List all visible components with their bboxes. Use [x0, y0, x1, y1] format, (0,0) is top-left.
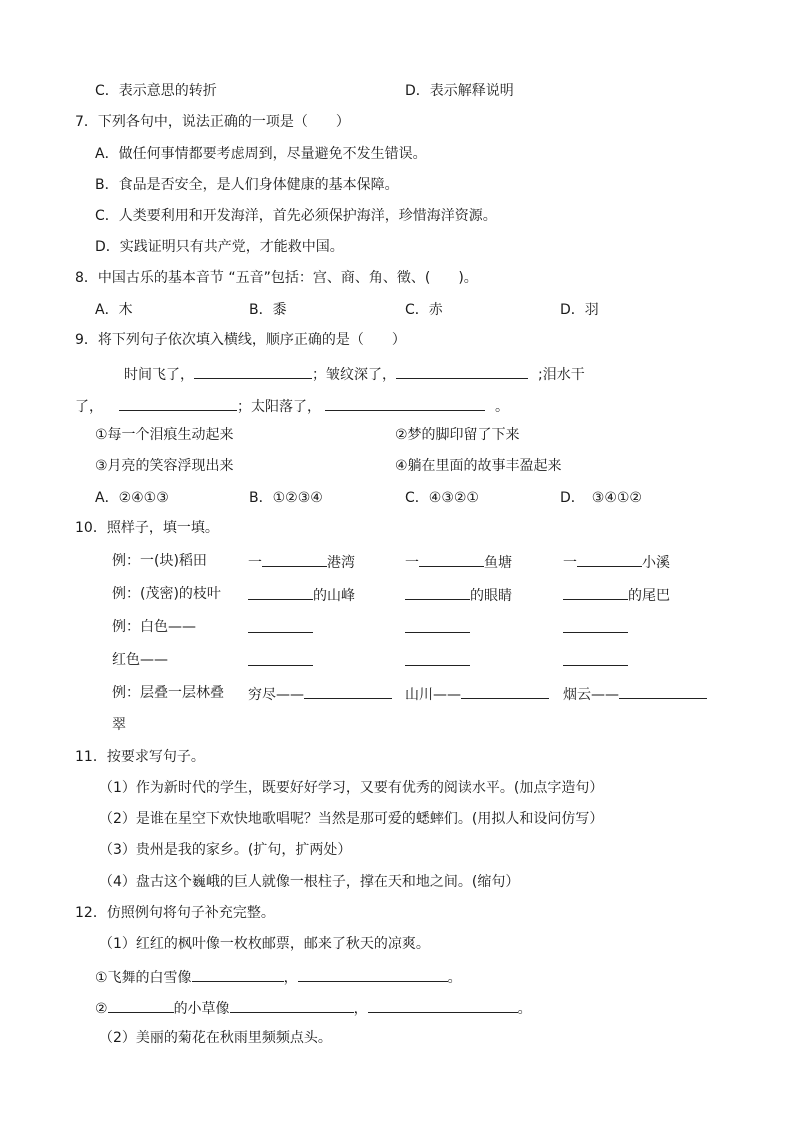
answer-blank[interactable]: [262, 551, 327, 567]
answer-blank[interactable]: [192, 966, 284, 982]
q6-option-c: C．表示意思的转折: [95, 83, 217, 99]
answer-blank[interactable]: [619, 683, 707, 699]
q11-part-4: （4）盘古这个巍峨的巨人就像一根柱子，撑在天和地之间。(缩句）: [99, 874, 520, 890]
q10-stem: 10．照样子，填一填。: [75, 520, 219, 536]
q10-example-5: 例：层叠一层林叠: [112, 685, 224, 701]
q9-option-a: A．②④①③: [95, 490, 169, 506]
q12-part-2: （2）美丽的菊花在秋雨里频频点头。: [99, 1030, 332, 1046]
q12-fragment: ①飞舞的白雪像: [95, 970, 192, 986]
answer-blank[interactable]: [405, 584, 470, 600]
q12-fragment: ，: [283, 970, 298, 986]
q10-example-1: 例：一(块)稻田: [112, 553, 207, 569]
q11-part-2: （2）是谁在星空下欢快地歌唱呢？当然是那可爱的蟋蟀们。(用拟人和设问仿写）: [99, 811, 604, 827]
q10-suffix: 小溪: [642, 555, 670, 571]
answer-blank[interactable]: [108, 997, 174, 1013]
q9-option-b: B．①②③④: [249, 490, 323, 506]
q7-option-b: B．食品是否安全，是人们身体健康的基本保障。: [95, 177, 399, 193]
answer-blank[interactable]: [419, 551, 484, 567]
q10-suffix: 的眼睛: [470, 588, 512, 604]
q10-item: [563, 551, 670, 573]
q8-option-d: D．羽: [560, 302, 599, 318]
q10-item: [405, 617, 470, 639]
q11-part-3: （3）贵州是我的家乡。(扩句，扩两处）: [99, 842, 352, 858]
q12-stem: 12．仿照例句将句子补充完整。: [75, 905, 275, 921]
q10-item: [563, 683, 707, 705]
answer-blank[interactable]: [248, 617, 313, 633]
answer-blank[interactable]: [563, 650, 628, 666]
q7-option-d: D．实践证明只有共产党，才能救中国。: [95, 239, 344, 255]
q10-prefix: 一: [248, 555, 262, 571]
q12-part-1: （1）红红的枫叶像一枚枚邮票，邮来了秋天的凉爽。: [99, 936, 430, 952]
q7-option-a: A．做任何事情都要考虑周到，尽量避免不发生错误。: [95, 146, 427, 162]
q11-part-1: （1）作为新时代的学生，既要好好学习，又要有优秀的阅读水平。(加点字造句）: [99, 780, 604, 796]
q10-item: [405, 683, 549, 705]
answer-blank[interactable]: [325, 395, 485, 411]
q9-choice-1: ①每一个泪痕生动起来: [95, 427, 234, 443]
q9-fragment: 。: [495, 399, 509, 415]
q12-fragment: 。: [447, 970, 462, 986]
q12-fragment: 。: [517, 1001, 532, 1017]
q10-item: [563, 617, 628, 639]
answer-blank[interactable]: [563, 584, 628, 600]
q10-prefix: 一: [405, 555, 419, 571]
answer-blank[interactable]: [461, 683, 549, 699]
q10-suffix: 鱼塘: [484, 555, 512, 571]
q10-suffix: 的山峰: [313, 588, 355, 604]
answer-blank[interactable]: [577, 551, 642, 567]
answer-blank[interactable]: [304, 683, 392, 699]
q7-stem: 7．下列各句中，说法正确的一项是（ ）: [75, 114, 350, 130]
answer-blank[interactable]: [368, 997, 518, 1013]
q7-option-c: C．人类要利用和开发海洋，首先必须保护海洋，珍惜海洋资源。: [95, 208, 497, 224]
q9-choice-4: ④躺在里面的故事丰盈起来: [395, 458, 562, 474]
q9-fragment: 了，: [75, 399, 103, 415]
answer-blank[interactable]: [563, 617, 628, 633]
q12-fragment: ，: [353, 1001, 368, 1017]
q10-item: [563, 650, 628, 672]
q9-fragment: ；太阳落了，: [237, 399, 321, 415]
answer-blank[interactable]: [248, 584, 313, 600]
q10-example-4: 红色——: [112, 652, 168, 668]
q10-suffix: 的尾巴: [628, 588, 670, 604]
q10-example-3: 例：白色——: [112, 619, 196, 635]
answer-blank[interactable]: [230, 997, 354, 1013]
q8-option-b: B．黍: [249, 302, 287, 318]
answer-blank[interactable]: [396, 363, 528, 379]
q8-option-a: A．木: [95, 302, 133, 318]
q9-fragment: 时间飞了，: [124, 367, 194, 383]
q10-item: [248, 683, 392, 705]
q12-fragment: ②: [95, 1001, 108, 1017]
q9-sentence-line1: [124, 363, 585, 385]
q10-item: [248, 584, 355, 606]
q12-fragment: 的小草像: [173, 1001, 230, 1017]
q6-option-d: D．表示解释说明: [405, 83, 514, 99]
q9-choice-2: ②梦的脚印留了下来: [395, 427, 520, 443]
q12-fill-a: [95, 966, 462, 988]
q10-prefix: 穷尽——: [248, 687, 304, 703]
q10-item: [563, 584, 670, 606]
q10-prefix: 山川——: [405, 687, 461, 703]
answer-blank[interactable]: [405, 617, 470, 633]
q10-example-5-wrap: 翠: [112, 717, 126, 733]
answer-blank[interactable]: [405, 650, 470, 666]
q10-example-2: 例：(茂密)的枝叶: [112, 586, 221, 602]
q10-item: [405, 551, 512, 573]
q8-stem: 8．中国古乐的基本音节 “五音”包括：宫、商、角、徵、( )。: [75, 270, 478, 286]
q9-choice-3: ③月亮的笑容浮现出来: [95, 458, 234, 474]
q10-prefix: 一: [563, 555, 577, 571]
q10-item: [248, 650, 313, 672]
q9-fragment: ；皱纹深了，: [312, 367, 396, 383]
answer-blank[interactable]: [298, 966, 448, 982]
answer-blank[interactable]: [194, 363, 312, 379]
answer-blank[interactable]: [119, 395, 237, 411]
q9-option-c: C．④③②①: [405, 490, 479, 506]
q11-stem: 11．按要求写句子。: [75, 749, 205, 765]
answer-blank[interactable]: [248, 650, 313, 666]
q10-prefix: 烟云——: [563, 687, 619, 703]
q9-option-d: D． ③④①②: [560, 490, 642, 506]
q10-suffix: 港湾: [327, 555, 355, 571]
q10-item: [405, 584, 512, 606]
q9-stem: 9．将下列句子依次填入横线，顺序正确的是（ ）: [75, 332, 406, 348]
q9-sentence-line2: [75, 395, 509, 417]
q10-item: [248, 617, 313, 639]
q8-option-c: C．赤: [405, 302, 443, 318]
q12-fill-b: [95, 997, 532, 1019]
q10-item: [405, 650, 470, 672]
q9-fragment: ;泪水干: [538, 367, 585, 383]
q10-item: [248, 551, 355, 573]
